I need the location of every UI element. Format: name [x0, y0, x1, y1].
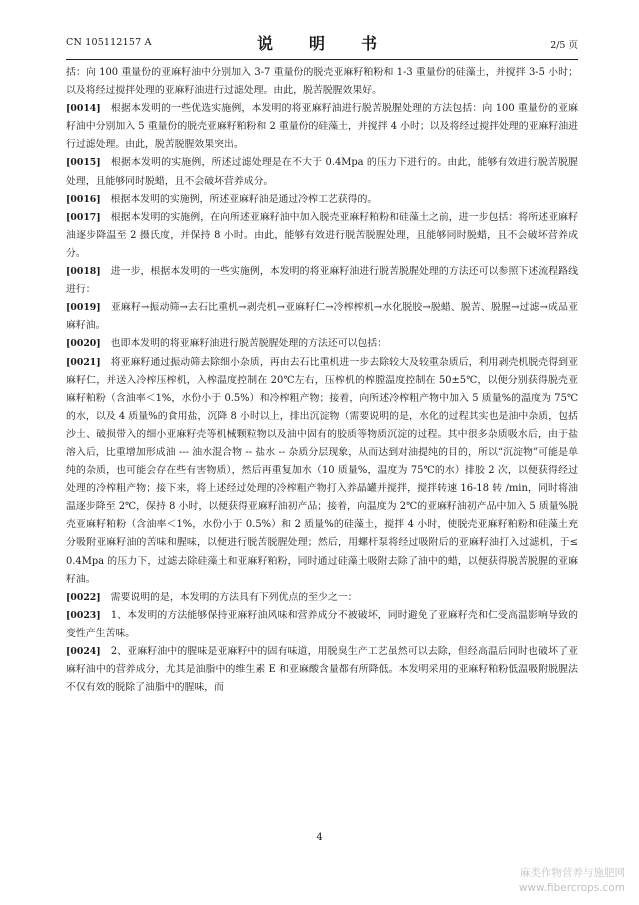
document-body [66, 64, 578, 697]
paragraph-text: 根据本发明的实施例，所述亚麻籽油是通过冷榨工艺获得的。 [110, 193, 378, 205]
paragraph-text: 亚麻籽→振动筛→去石比重机→剥壳机→亚麻籽仁→冷榨榨机→水化脱胶→脱蜡、脱苦、脱腥→过滤→成品亚麻籽油。 [66, 302, 578, 332]
paragraph-text: 2、亚麻籽油中的腥味是亚麻籽中的固有味道，用脱臭生产工艺虽然可以去除，但经高温后同时也破坏了亚麻籽油中的营养成分，尤其是油脂中的维生素 E 和亚麻酸含量都有所降低。本发明采用的亚麻籽粕粉低温吸附脱腥法不仅有效的脱除了油脂中的腥味，而 [66, 646, 578, 694]
header-rule [66, 59, 578, 60]
paragraph-number: [0016] [66, 193, 101, 205]
document-title: 说 明 书 [256, 34, 387, 53]
paragraph-0022 [66, 589, 578, 607]
paragraph-text: 括：向 100 重量份的亚麻籽油中分别加入 3-7 重量份的脱壳亚麻籽粕粉和 1-3 重量份的硅藻土，并搅拌 3-5 小时；以及将经过搅拌处理的亚麻籽油进行过滤处理。由此，脱苦脱腥效果好。 [66, 67, 578, 97]
paragraph-number: [0024] [66, 646, 101, 657]
paragraph-number: [0014] [66, 103, 101, 115]
watermark [519, 866, 625, 896]
watermark-url: www.fibercrops.com [518, 882, 625, 894]
paragraph-0016 [66, 191, 578, 209]
paragraph-number: [0021] [66, 356, 101, 368]
paragraph-text: 根据本发明的一些优选实施例，本发明的将亚麻籽油进行脱苦脱腥处理的方法包括：向 100 重量份的亚麻籽油中分别加入 5 重量份的脱壳亚麻籽粕粉和 2 重量份的硅藻土，并搅拌 4 小时；以及将经过搅拌处理的亚麻籽油进行过滤处理。由此，脱苦脱腥效果突出。 [66, 103, 578, 151]
paragraph-number: [0019] [66, 302, 101, 314]
paragraph-0015 [66, 154, 578, 190]
paragraph-continued [66, 64, 578, 100]
paragraph-number: [0022] [66, 591, 101, 603]
page-header [66, 27, 578, 57]
paragraph-0020 [66, 335, 578, 353]
paragraph-0024 [66, 643, 578, 697]
paragraph-text: 1、本发明的方法能够保持亚麻籽油风味和营养成分不被破坏，同时避免了亚麻籽壳和仁受高温影响导致的变性产生苦味。 [66, 609, 578, 639]
paragraph-text: 将亚麻籽通过振动筛去除细小杂质，再由去石比重机进一步去除较大及较重杂质后，利用剥壳机脱壳得到亚麻籽仁，并送入冷榨压榨机，入榨温度控制在 20℃左右，压榨机的榨膛温度控制在 50±5℃，以便分别获得脱壳亚麻籽粕粉（含油率＜1%，水份小于 0.5%）和冷榨粗产物；接着，向所述冷榨粗产物中加入 5 质量%的温度为 75℃的水，以及 4 质量%的食用盐，沉降 8 小时以上，排出沉淀物（需要说明的是，水化的过程其实也是油中杂质，包括沙土、破损带入的细小亚麻籽壳等机械颗粒物以及油中固有的胶质等物质沉淀的过程。其中很多杂质吸水后，由于盐溶入后，比重增加形成油 --- 油水混合物 -- 盐水 -- 杂质分层现象，从而达到对油提纯的目的，所以“沉淀物”可能是单纯的杂质，也可能会存在些有害物质），然后再重复加水（10 质量%，温度为 75℃的水）排胶 2 次，以便获得经过处理的冷榨粗产物；接下来，将上述经过处理的冷榨粗产物打入养晶罐并搅拌，搅拌转速 16-18 转 /min，同时将油温逐步降至 2℃，保持 8 小时，以便获得亚麻籽油初产品；接着，向温度为 2℃的亚麻籽油初产品中加入 5 质量%脱壳亚麻籽粕粉（含油率＜1%，水份小于 0.5%）和 2 质量%的硅藻土，搅拌 4 小时，使脱壳亚麻籽粕粉和硅藻土充分吸附亚麻籽油的苦味和腥味，以便进行脱苦脱腥处理；然后，用螺杆泵将经过吸附后的亚麻籽油打入过滤机，于≤ 0.4Mpa 的压力下，过滤去除硅藻土和亚麻籽粕粉，同时通过硅藻土吸附去除了油中的蜡，以便获得脱苦脱腥的亚麻籽油。 [66, 356, 578, 585]
paragraph-number: [0015] [66, 157, 101, 169]
paragraph-number: [0020] [66, 338, 101, 350]
paragraph-0023 [66, 607, 578, 643]
paragraph-text: 需要说明的是，本发明的方法具有下列优点的至少之一： [110, 591, 358, 603]
paragraph-0014 [66, 100, 578, 154]
paragraph-0019 [66, 299, 578, 335]
paragraph-number: [0018] [66, 266, 101, 278]
paragraph-number: [0023] [66, 609, 101, 621]
patent-number: CN 105112157 A [66, 37, 152, 48]
watermark-site-name: 麻类作物营养与施肥网 [520, 867, 625, 879]
paragraph-0021 [66, 354, 578, 589]
paragraph-text: 根据本发明的实施例，所述过滤处理是在不大于 0.4Mpa 的压力下进行的。由此，能够有效进行脱苦脱腥处理，且能够同时脱蜡，且不会破坏营养成分。 [66, 157, 578, 187]
paragraph-0017 [66, 209, 578, 263]
page-number: 4 [316, 832, 323, 843]
page-indicator: 2/5 页 [550, 40, 578, 51]
paragraph-text: 也即本发明的将亚麻籽油进行脱苦脱腥处理的方法还可以包括： [110, 338, 388, 350]
paragraph-text: 进一步，根据本发明的一些实施例，本发明的将亚麻籽油进行脱苦脱腥处理的方法还可以参照下述流程路线进行： [66, 266, 578, 296]
paragraph-0018 [66, 263, 578, 299]
paragraph-text: 根据本发明的实施例，在向所述亚麻籽油中加入脱壳亚麻籽粕粉和硅藻土之前，进一步包括：将所述亚麻籽油逐步降温至 2 摄氏度，并保持 8 小时。由此，能够有效进行脱苦脱腥处理，且能够同时脱蜡，且不会破坏营养成分。 [66, 211, 578, 259]
paragraph-number: [0017] [66, 211, 101, 223]
